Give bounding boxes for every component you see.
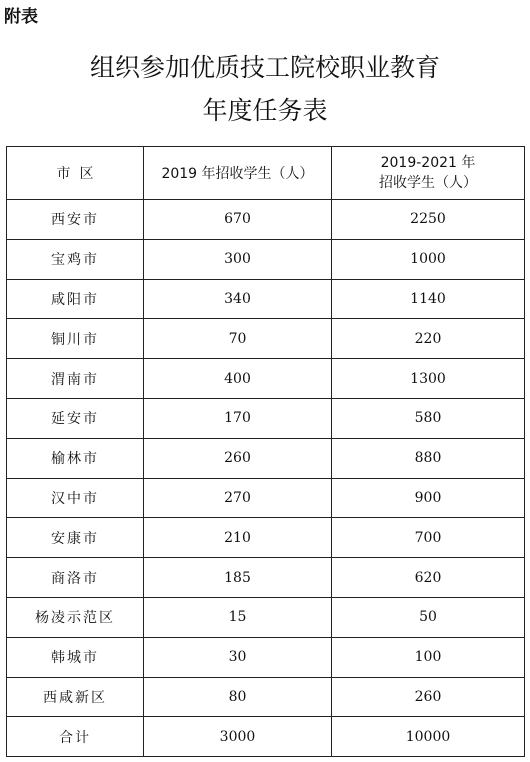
enrollment-2019-cell: 270 [144,478,332,518]
region-cell: 延安市 [7,398,144,438]
region-cell: 韩城市 [7,637,144,677]
region-cell: 宝鸡市 [7,239,144,279]
region-cell: 铜川市 [7,319,144,359]
enrollment-2019-cell: 70 [144,319,332,359]
enrollment-2019-cell: 210 [144,518,332,558]
column-header-2019-2021 [332,147,525,200]
region-cell: 汉中市 [7,478,144,518]
column-header-2019: 2019 年招收学生（人） [144,147,332,200]
region-cell: 商洛市 [7,558,144,598]
task-table [6,146,525,757]
region-cell: 咸阳市 [7,279,144,319]
table-row [7,637,525,677]
enrollment-2019-cell: 300 [144,239,332,279]
enrollment-2019-cell: 340 [144,279,332,319]
region-cell: 西咸新区 [7,677,144,717]
table-row [7,597,525,637]
enrollment-2019-cell: 80 [144,677,332,717]
enrollment-2019-2021-cell: 580 [332,398,525,438]
enrollment-2019-2021-cell: 880 [332,438,525,478]
table-row [7,438,525,478]
table-body [7,200,525,757]
attachment-label: 附表 [4,7,38,27]
enrollment-2019-2021-cell: 10000 [332,717,525,757]
table-row [7,478,525,518]
table-row [7,518,525,558]
enrollment-2019-2021-cell: 1300 [332,359,525,399]
region-cell: 杨凌示范区 [7,597,144,637]
table-row [7,319,525,359]
enrollment-2019-cell: 15 [144,597,332,637]
enrollment-2019-2021-cell: 100 [332,637,525,677]
table-row [7,200,525,240]
enrollment-2019-cell: 260 [144,438,332,478]
table-row [7,279,525,319]
enrollment-2019-2021-cell: 1140 [332,279,525,319]
table-header [7,147,525,200]
region-cell: 安康市 [7,518,144,558]
table-row [7,677,525,717]
table-row [7,398,525,438]
enrollment-2019-2021-cell: 700 [332,518,525,558]
enrollment-2019-2021-cell: 2250 [332,200,525,240]
enrollment-2019-cell: 30 [144,637,332,677]
region-cell: 西安市 [7,200,144,240]
enrollment-2019-cell: 170 [144,398,332,438]
enrollment-2019-2021-cell: 260 [332,677,525,717]
region-cell: 合计 [7,717,144,757]
enrollment-2019-cell: 185 [144,558,332,598]
table-row [7,558,525,598]
document-title-line1: 组织参加优质技工院校职业教育 [89,53,440,82]
region-cell: 榆林市 [7,438,144,478]
table-row [7,717,525,757]
enrollment-2019-cell: 670 [144,200,332,240]
document-title-line2: 年度任务表 [202,96,328,125]
enrollment-2019-2021-cell: 50 [332,597,525,637]
column-header-2019-2021-line1: 2019-2021 年 [380,155,476,171]
column-header-region: 市 区 [7,147,144,200]
table-row [7,359,525,399]
enrollment-2019-2021-cell: 900 [332,478,525,518]
column-header-2019-2021-line2: 招收学生（人） [379,175,477,191]
enrollment-2019-cell: 400 [144,359,332,399]
table-row [7,239,525,279]
enrollment-2019-2021-cell: 220 [332,319,525,359]
region-cell: 渭南市 [7,359,144,399]
enrollment-2019-2021-cell: 1000 [332,239,525,279]
header-row [7,147,525,200]
enrollment-2019-cell: 3000 [144,717,332,757]
enrollment-2019-2021-cell: 620 [332,558,525,598]
